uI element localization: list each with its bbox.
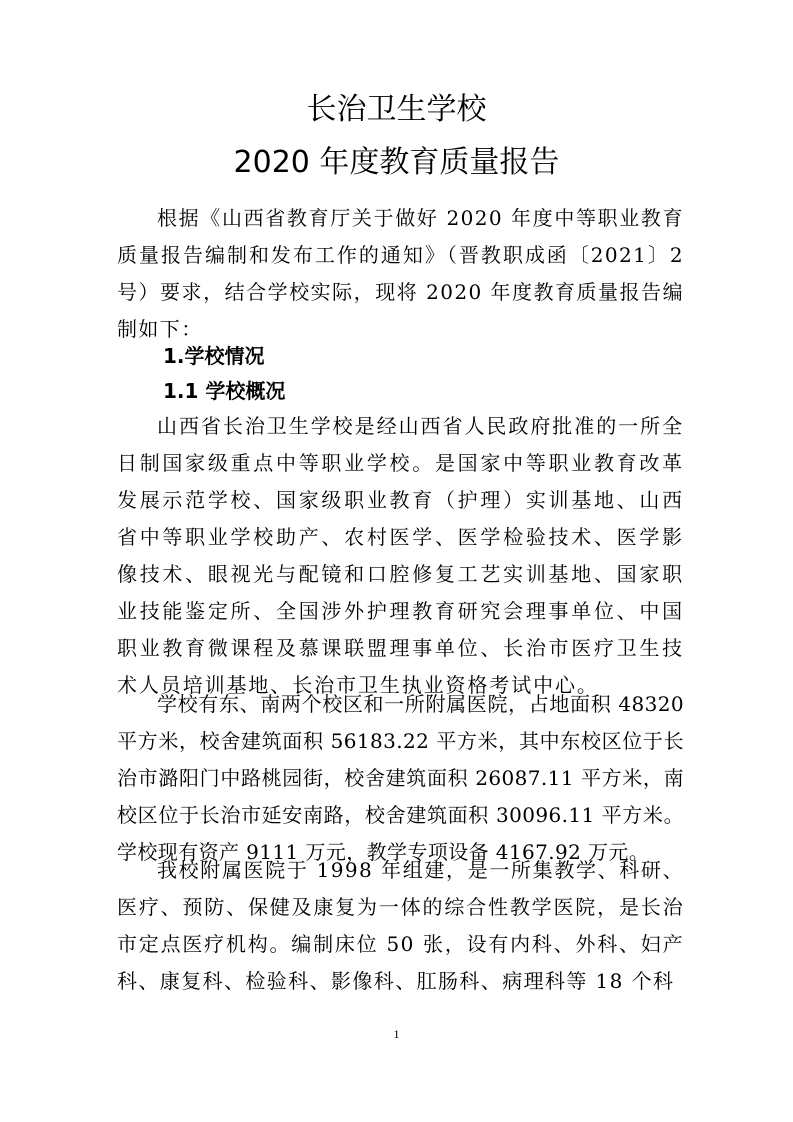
hospital-paragraph: 我校附属医院于 1998 年组建，是一所集教学、科研、医疗、预防、保健及康复为一体的综合性教学医院，是长治市定点医疗机构。编制床位 50 张，设有内科、外科、妇产科、康复科、检验科、影像科、肛肠科、病理科等 18 个科	[117, 858, 684, 993]
document-title-report: 2020 年度教育质量报告	[233, 145, 560, 180]
section-heading-school-situation: 1.学校情况	[163, 344, 265, 368]
document-title-school: 长治卫生学校	[306, 92, 487, 127]
page-number: 1	[393, 1027, 400, 1041]
overview-paragraph: 山西省长治卫生学校是经山西省人民政府批准的一所全日制国家级重点中等职业学校。是国家中等职业教育改革发展示范学校、国家级职业教育（护理）实训基地、山西省中等职业学校助产、农村医学、医学检验技术、医学影像技术、眼视光与配镜和口腔修复工艺实训基地、国家职业技能鉴定所、全国涉外护理教育研究会理事单位、中国职业教育微课程及慕课联盟理事单位、长治市医疗卫生技术人员培训基地、长治市卫生执业资格考试中心。	[117, 414, 684, 697]
intro-paragraph: 根据《山西省教育厅关于做好 2020 年度中等职业教育质量报告编制和发布工作的通知》（晋教职成函〔2021〕2 号）要求，结合学校实际，现将 2020 年度教育质量报告编制如下：	[117, 206, 684, 341]
subsection-heading-school-overview: 1.1 学校概况	[163, 379, 286, 403]
campus-paragraph: 学校有东、南两个校区和一所附属医院，占地面积 48320 平方米，校舍建筑面积 56183.22 平方米，其中东校区位于长治市潞阳门中路桃园街，校舍建筑面积 26087.11 平方米，南校区位于长治市延安南路，校舍建筑面积 30096.11 平方米。学校现有资产 9111 万元，教学专项设备 4167.92 万元。	[117, 692, 684, 864]
